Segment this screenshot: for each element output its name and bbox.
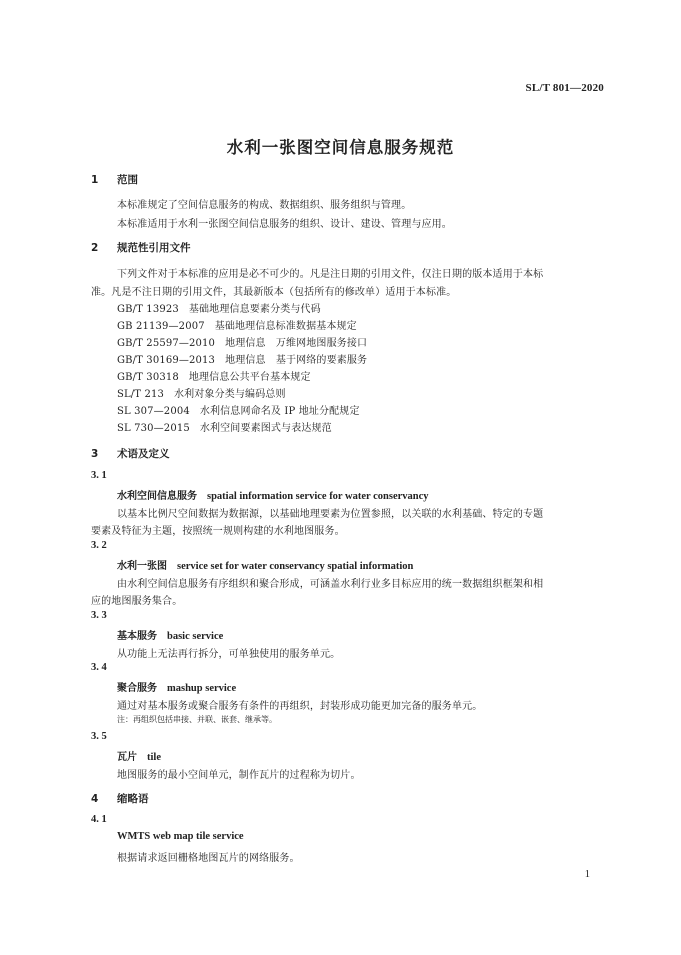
definition: 地图服务的最小空间单元，制作瓦片的过程称为切片。 <box>117 770 361 781</box>
term-heading <box>117 748 161 763</box>
definition: 以基本比例尺空间数据为数据源，以基础地理要素为位置参照，以关联的水利基础、特定的专题 <box>117 509 544 520</box>
term-chinese: 水利空间信息服务 <box>117 491 197 502</box>
term-chinese: 水利一张图 <box>117 561 167 572</box>
section-3-heading <box>91 446 170 461</box>
definition: 要素及特征为主题，按照统一规则构建的水利地图服务。 <box>91 526 345 537</box>
reference-title: 基础地理信息要素分类与代码 <box>188 304 321 315</box>
reference-code: SL 730—2015 <box>117 423 190 434</box>
reference-item <box>117 334 367 349</box>
section-number: 2 <box>91 242 99 254</box>
subsection-number: 3. 3 <box>91 610 107 621</box>
reference-code: SL 307—2004 <box>117 406 190 417</box>
reference-item <box>117 351 367 366</box>
reference-code: GB/T 25597—2010 <box>117 338 216 349</box>
reference-item <box>117 419 332 434</box>
reference-item <box>117 300 321 315</box>
paragraph: 下列文件对于本标准的应用是必不可少的。凡是注日期的引用文件，仅注日期的版本适用于本标 <box>117 269 544 280</box>
standard-code: SL/T 801—2020 <box>525 82 604 94</box>
definition: 应的地图服务集合。 <box>91 596 183 607</box>
reference-code: GB/T 13923 <box>117 304 179 315</box>
definition: 通过对基本服务或聚合服务有条件的再组织，封装形成功能更加完备的服务单元。 <box>117 701 483 712</box>
reference-item <box>117 317 357 332</box>
reference-code: SL/T 213 <box>117 389 164 400</box>
term-english: basic service <box>167 631 224 642</box>
reference-item <box>117 402 360 417</box>
section-1-heading <box>91 172 138 187</box>
section-number: 3 <box>91 448 99 460</box>
reference-code: GB 21139—2007 <box>117 321 205 332</box>
subsection-number: 3. 5 <box>91 731 107 742</box>
reference-title: 水利对象分类与编码总则 <box>174 389 286 400</box>
reference-title: 水利信息网命名及 IP 地址分配规定 <box>199 406 360 417</box>
section-2-heading <box>91 240 191 255</box>
term-english: spatial information service for water conservancy <box>207 491 429 502</box>
definition: 从功能上无法再行拆分，可单独使用的服务单元。 <box>117 649 341 660</box>
definition: 根据请求返回栅格地图瓦片的网络服务。 <box>117 853 300 864</box>
term-heading <box>117 487 429 502</box>
subsection-number: 4. 1 <box>91 814 107 825</box>
reference-code: GB/T 30169—2013 <box>117 355 216 366</box>
section-number: 1 <box>91 174 99 186</box>
note: 注：再组织包括串接、并联、嵌套、继承等。 <box>117 715 277 724</box>
term-chinese: 聚合服务 <box>117 683 157 694</box>
section-number: 4 <box>91 793 99 805</box>
section-4-heading <box>91 791 149 806</box>
term-heading <box>117 679 236 694</box>
paragraph: 准。凡是不注日期的引用文件，其最新版本（包括所有的修改单）适用于本标准。 <box>91 287 457 298</box>
term-chinese: 基本服务 <box>117 631 157 642</box>
term-english: service set for water conservancy spatial information <box>177 561 414 572</box>
term-heading <box>117 557 413 572</box>
paragraph: 本标准规定了空间信息服务的构成、数据组织、服务组织与管理。 <box>117 200 412 211</box>
paragraph: 本标准适用于水利一张图空间信息服务的组织、设计、建设、管理与应用。 <box>117 219 452 230</box>
reference-title: 地理信息 万维网地图服务接口 <box>225 338 368 349</box>
subsection-number: 3. 1 <box>91 470 107 481</box>
term-heading <box>117 627 223 642</box>
reference-code: GB/T 30318 <box>117 372 179 383</box>
reference-title: 地理信息 基于网络的要素服务 <box>225 355 368 366</box>
section-title: 范围 <box>117 174 138 186</box>
term-english: tile <box>147 752 161 763</box>
reference-title: 地理信息公共平台基本规定 <box>188 372 311 383</box>
section-title: 缩略语 <box>117 793 149 805</box>
subsection-number: 3. 4 <box>91 662 107 673</box>
document-title: 水利一张图空间信息服务规范 <box>226 138 455 157</box>
term-chinese: 瓦片 <box>117 752 137 763</box>
definition: 由水利空间信息服务有序组织和聚合形成，可涵盖水利行业多目标应用的统一数据组织框架和相 <box>117 579 544 590</box>
subsection-number: 3. 2 <box>91 540 107 551</box>
abbreviation-term: WMTS web map tile service <box>117 831 244 842</box>
reference-title: 水利空间要素图式与表达规范 <box>199 423 332 434</box>
section-title: 规范性引用文件 <box>117 242 191 254</box>
page-number: 1 <box>584 869 590 880</box>
term-english: mashup service <box>167 683 237 694</box>
reference-title: 基础地理信息标准数据基本规定 <box>214 321 357 332</box>
reference-item <box>117 385 286 400</box>
section-title: 术语及定义 <box>117 448 170 460</box>
reference-item <box>117 368 311 383</box>
